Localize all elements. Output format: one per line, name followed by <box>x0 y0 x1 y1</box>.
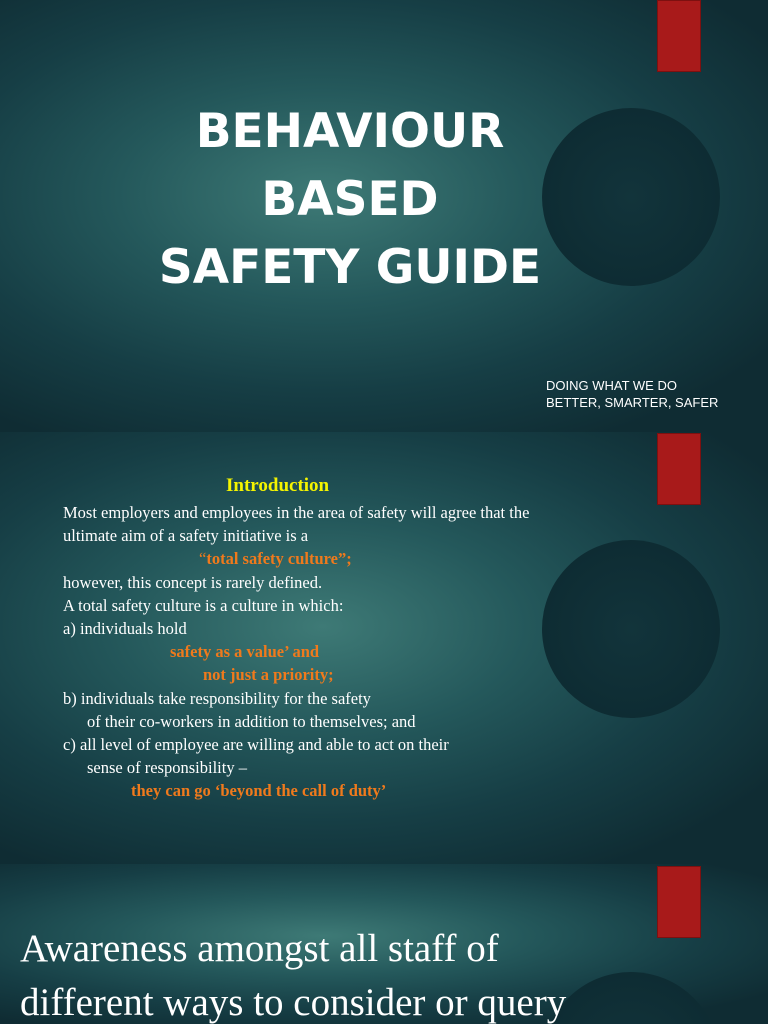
body-line: a) individuals hold <box>63 619 187 639</box>
body-line: A total safety culture is a culture in which: <box>63 595 344 615</box>
title-line: BASED <box>261 172 439 227</box>
title-line: SAFETY GUIDE <box>158 240 542 295</box>
decorative-circle <box>542 972 720 1024</box>
slide-body-text <box>20 922 566 1024</box>
tagline <box>546 377 718 411</box>
body-line: ultimate aim of a safety initiative is a <box>63 526 309 546</box>
body-line: however, this concept is rarely defined. <box>63 572 323 592</box>
body-line: of their co-workers in addition to themselves; and <box>87 711 416 731</box>
highlight-text: not just a priority; <box>203 665 334 685</box>
red-accent-tab <box>657 433 701 505</box>
slide-title <box>100 98 600 302</box>
body-line <box>63 663 643 686</box>
red-accent-tab <box>657 866 701 938</box>
section-heading: Introduction <box>226 475 330 496</box>
body-line <box>63 779 643 802</box>
intro-body <box>63 501 643 803</box>
introduction-slide <box>0 432 768 864</box>
body-line: Most employers and employees in the area of safety will agree that the <box>63 503 530 522</box>
highlight-text: safety as a value’ and <box>170 642 320 662</box>
title-slide <box>0 0 768 432</box>
title-line: BEHAVIOUR <box>195 104 505 159</box>
body-line: c) all level of employee are willing and able to act on their <box>63 735 449 755</box>
quote-mark: “ <box>199 549 207 569</box>
red-accent-tab <box>657 0 701 72</box>
tagline-line: BETTER, SMARTER, SAFER <box>546 395 719 410</box>
tagline-line: DOING WHAT WE DO <box>546 378 677 393</box>
body-line: different ways to consider or query <box>20 981 567 1024</box>
body-line <box>63 640 643 663</box>
body-line: b) individuals take responsibility for the safety <box>63 688 371 708</box>
body-line: Awareness amongst all staff of <box>20 927 499 970</box>
highlight-text: they can go ‘beyond the call of duty’ <box>131 781 387 801</box>
body-line <box>63 547 643 570</box>
body-line: sense of responsibility – <box>87 758 247 778</box>
highlight-text: total safety culture”; <box>206 549 352 569</box>
awareness-slide <box>0 864 768 1024</box>
